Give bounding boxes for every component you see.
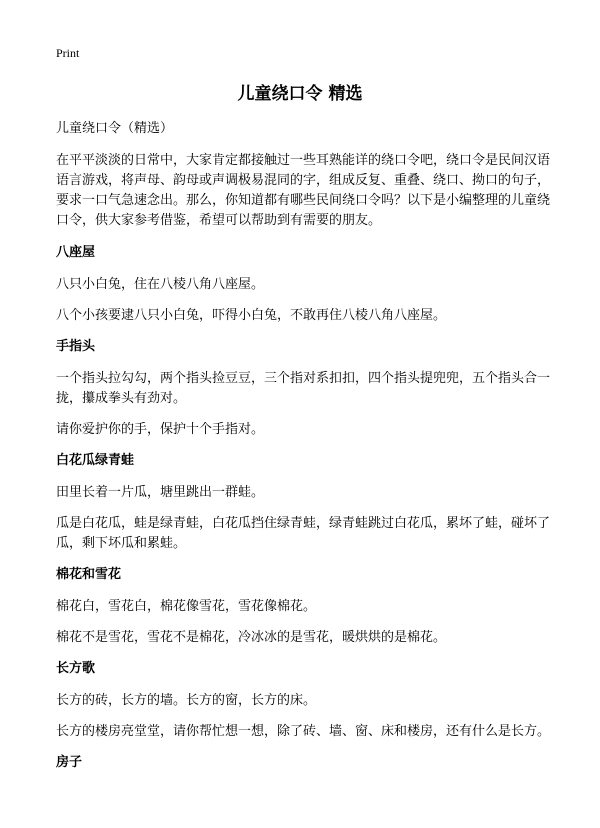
- section-paragraph: 棉花不是雪花，雪花不是棉花，冷冰冰的是雪花，暖烘烘的是棉花。: [56, 630, 447, 645]
- article-subtitle: 儿童绕口令（精选）: [56, 121, 174, 136]
- article-body: [56, 121, 556, 785]
- section-paragraph: 棉花白，雪花白，棉花像雪花，雪花像棉花。: [56, 599, 317, 614]
- section-paragraph: 八个小孩要逮八只小白兔，吓得小白兔，不敢再住八棱八角八座屋。: [56, 308, 447, 323]
- section-heading: 八座屋: [56, 245, 96, 260]
- section-paragraph: 长方的楼房亮堂堂，请你帮忙想一想，除了砖、墙、窗、床和楼房，还有什么是长方。: [56, 724, 551, 739]
- intro-paragraph: 在平平淡淡的日常中，大家肯定都接触过一些耳熟能详的绕口令吧，绕口令是民间汉语语言游戏，将声母、韵母或声调极易混同的字，组成反复、重叠、绕口、拗口的句子，要求一口气急速念出。那么，你知道都有哪些民间绕口令吗？以下是小编整理的儿童绕口令，供大家参考借鉴，希望可以帮助到有需要的朋友。: [56, 153, 551, 228]
- section-paragraph: 八只小白兔，住在八棱八角八座屋。: [56, 277, 265, 292]
- section-paragraph: 请你爱护你的手，保护十个手指对。: [56, 422, 265, 437]
- section-heading: 房子: [56, 755, 83, 770]
- section-heading: 手指头: [56, 339, 96, 354]
- print-link[interactable]: Print: [56, 46, 80, 60]
- section-heading: 白花瓜绿青蛙: [56, 453, 135, 468]
- section-heading: 棉花和雪花: [56, 567, 122, 582]
- section-paragraph: 田里长着一片瓜，塘里跳出一群蛙。: [56, 485, 265, 500]
- section-paragraph: 一个指头拉勾勾，两个指头捡豆豆，三个指对系扣扣，四个指头提兜兜，五个指头合一拢，攥成拳头有劲对。: [56, 371, 551, 406]
- section-paragraph: 长方的砖，长方的墙。长方的窗，长方的床。: [56, 693, 317, 708]
- section-heading: 长方歌: [56, 661, 96, 676]
- document-title: 儿童绕口令 精选: [237, 84, 363, 104]
- section-paragraph: 瓜是白花瓜，蛙是绿青蛙，白花瓜挡住绿青蛙，绿青蛙跳过白花瓜，累坏了蛙，碰坏了瓜，剩下坏瓜和累蛙。: [56, 516, 551, 551]
